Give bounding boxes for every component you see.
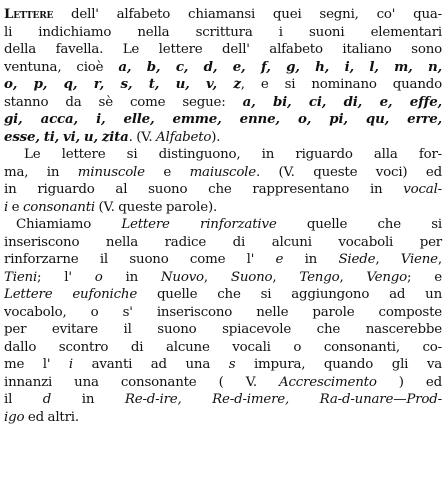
text-line: igo ed altri. xyxy=(4,409,79,425)
text-line: me l' i avanti ad una s impura, quando gli va xyxy=(4,357,442,372)
text-line: della favella. Le lettere dell' alfabeto italiano sono xyxy=(4,42,442,57)
text-line: Le lettere si distinguono, in riguardo alla for- xyxy=(24,147,442,162)
text-line: inseriscono nella radice di alcuni vocaboli per xyxy=(4,234,442,250)
text-line: esse, ti, vi, u, zita. (V. Alfabeto). xyxy=(4,128,221,145)
paragraph-reinforcing-letters xyxy=(4,216,442,426)
text-line: innanzi una consonante ( V. Accrescimento ) ed xyxy=(4,374,442,390)
text-line: Lettere dell' alfabeto chiamansi quei segni, co' qua- xyxy=(4,6,442,22)
headword: Lettere xyxy=(4,6,54,22)
text-line: li indichiamo nella scrittura i suoni elementari xyxy=(4,24,442,40)
text-line: dallo scontro di alcune vocali o consonanti, co- xyxy=(4,339,442,355)
letter-names: esse, ti, vi, u, zita xyxy=(4,128,129,145)
letter-names: gi, acca, i, elle, emme, enne, o, pi, qu, erre, xyxy=(4,111,442,127)
letter-list: o, p, q, r, s, t, u, v, z xyxy=(4,76,241,92)
text-line: Lettere eufoniche quelle che si aggiungono ad un xyxy=(4,287,442,302)
text-line xyxy=(4,111,442,129)
text-line: vocabolo, o s' inseriscono nelle parole composte xyxy=(4,304,442,320)
text-line: Chiamiamo Lettere rinforzative quelle che si xyxy=(16,217,442,232)
cross-reference: Accrescimento xyxy=(278,374,377,390)
paragraph-distinction xyxy=(4,146,442,216)
cross-reference: Alfabeto xyxy=(156,129,212,145)
text-line: o, p, q, r, s, t, u, v, z, e si nominano quando xyxy=(4,76,442,92)
letter-list: a, b, c, d, e, f, g, h, i, l, m, n, xyxy=(118,58,442,75)
text-line: stanno da sè come segue: a, bi, ci, di, e, effe, xyxy=(4,93,442,110)
text-line: in riguardo al suono che rappresentano in vocal- xyxy=(4,182,442,197)
text-line: ma, in minuscole e maiuscole. (V. queste voci) ed xyxy=(4,164,442,180)
term: Lettere eufoniche xyxy=(4,287,138,302)
letter-names: a, bi, ci, di, e, effe, xyxy=(242,93,442,110)
text-line: ventuna, cioè a, b, c, d, e, f, g, h, i, l, m, n, xyxy=(4,58,442,75)
text-line: Tieni; l' o in Nuovo, Suono, Tengo, Vengo; e xyxy=(4,269,442,285)
text-line: rinforzarne il suono come l' e in Siede, Viene, xyxy=(4,252,442,267)
text-line: per evitare il suono spiacevole che nascerebbe xyxy=(4,322,442,337)
paragraph-lettere-definition xyxy=(4,6,442,146)
text-line: il d in Re-d-ire, Re-d-imere, Ra-d-unare—Prod- xyxy=(4,392,442,407)
text-line: i e consonanti (V. queste parole). xyxy=(4,199,218,215)
term: Lettere rinforzative xyxy=(121,217,277,232)
